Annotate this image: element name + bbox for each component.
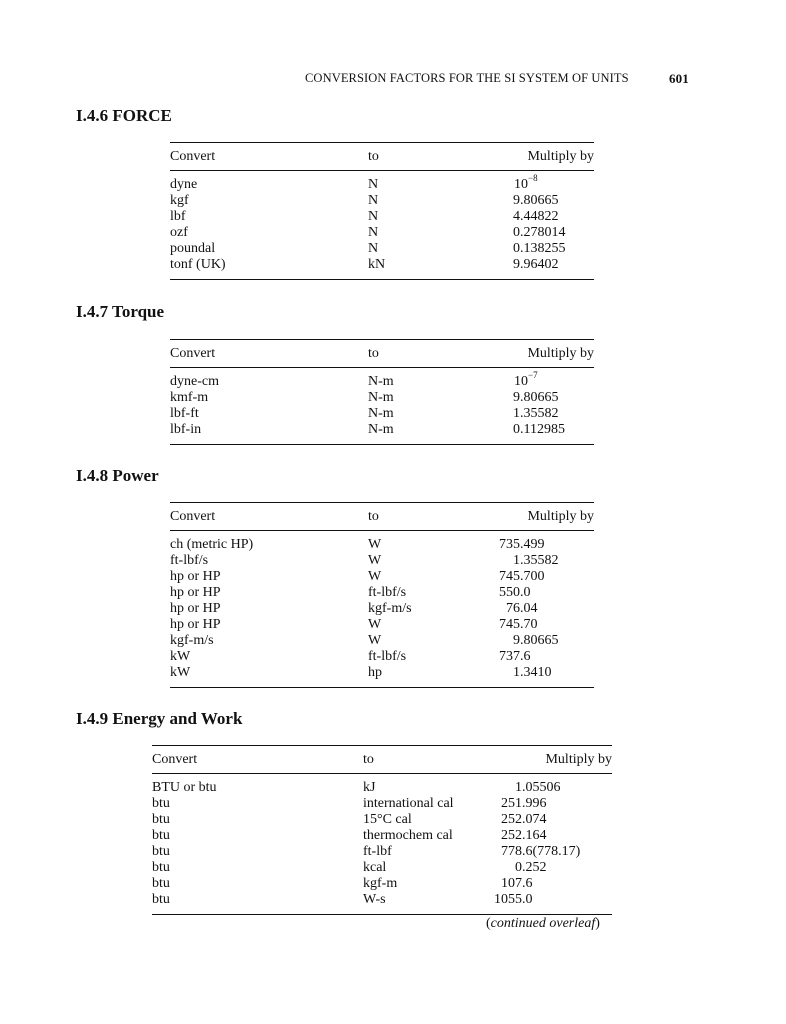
table-row bbox=[170, 390, 594, 406]
table-header-row bbox=[170, 143, 594, 170]
factor-exponent: −7 bbox=[528, 370, 538, 381]
table-row bbox=[170, 193, 594, 209]
to-unit: N bbox=[368, 177, 379, 192]
table-row bbox=[170, 422, 594, 438]
continued-open-paren: ( bbox=[486, 916, 491, 931]
factor-value: 0.278014 bbox=[513, 225, 566, 240]
continued-overleaf-note bbox=[486, 916, 600, 932]
factor-value: 737.6 bbox=[499, 649, 531, 664]
table-row bbox=[152, 892, 612, 908]
table-row bbox=[170, 633, 594, 649]
to-unit: kJ bbox=[363, 780, 376, 795]
table-header-row bbox=[152, 746, 612, 773]
table-header-row bbox=[170, 340, 594, 367]
to-unit: W bbox=[368, 569, 382, 584]
table-row bbox=[170, 257, 594, 273]
factor-base: 10 bbox=[514, 374, 528, 389]
table-row bbox=[170, 225, 594, 241]
to-unit: N-m bbox=[368, 390, 394, 405]
factor-value: 9.80665 bbox=[513, 390, 559, 405]
table-row bbox=[170, 173, 594, 193]
factor-value: 1.35582 bbox=[513, 553, 559, 568]
to-unit: N-m bbox=[368, 374, 394, 389]
from-unit: lbf-ft bbox=[170, 406, 199, 421]
table-row bbox=[170, 241, 594, 257]
factor-value: 4.44822 bbox=[513, 209, 559, 224]
factor-value: 550.0 bbox=[499, 585, 531, 600]
factor-value: 0.112985 bbox=[513, 422, 565, 437]
to-unit: N-m bbox=[368, 406, 394, 421]
header-multiply-by: Multiply by bbox=[527, 149, 594, 164]
section-title-energy: I.4.9 Energy and Work bbox=[76, 709, 243, 728]
table-row bbox=[170, 209, 594, 225]
to-unit: kcal bbox=[363, 860, 387, 875]
from-unit: ft-lbf/s bbox=[170, 553, 209, 568]
from-unit: btu bbox=[152, 796, 170, 811]
table-bottom-rule bbox=[170, 444, 594, 445]
factor-value: 778.6(778.17) bbox=[501, 844, 581, 859]
to-unit: N-m bbox=[368, 422, 394, 437]
to-unit: hp bbox=[368, 665, 382, 680]
from-unit: lbf-in bbox=[170, 422, 202, 437]
header-to: to bbox=[368, 346, 379, 361]
header-multiply-by: Multiply by bbox=[527, 509, 594, 524]
from-unit: BTU or btu bbox=[152, 780, 217, 795]
table-row bbox=[170, 665, 594, 681]
to-unit: N bbox=[368, 241, 379, 256]
factor-value: 251.996 bbox=[501, 796, 547, 811]
to-unit: ft-lbf/s bbox=[368, 649, 407, 664]
continued-text: continued overleaf bbox=[490, 916, 596, 931]
from-unit: hp or HP bbox=[170, 569, 221, 584]
header-convert: Convert bbox=[170, 149, 216, 164]
running-head-title: CONVERSION FACTORS FOR THE SI SYSTEM OF UNITS bbox=[305, 71, 629, 85]
continued-close-paren: ) bbox=[595, 916, 600, 931]
table-row bbox=[152, 812, 612, 828]
table-row bbox=[152, 844, 612, 860]
header-convert: Convert bbox=[170, 346, 216, 361]
to-unit: ft-lbf bbox=[363, 844, 392, 859]
header-multiply-by: Multiply by bbox=[527, 346, 594, 361]
section-title-torque: I.4.7 Torque bbox=[76, 302, 165, 321]
header-convert: Convert bbox=[170, 509, 216, 524]
to-unit: international cal bbox=[363, 796, 454, 811]
from-unit: dyne bbox=[170, 177, 198, 192]
from-unit: poundal bbox=[170, 241, 216, 256]
header-to: to bbox=[368, 149, 379, 164]
section-title-power: I.4.8 Power bbox=[76, 466, 159, 485]
from-unit: hp or HP bbox=[170, 601, 221, 616]
to-unit: N bbox=[368, 193, 379, 208]
from-unit: hp or HP bbox=[170, 617, 221, 632]
factor-value: 735.499 bbox=[499, 537, 545, 552]
factor-value: 76.04 bbox=[506, 601, 538, 616]
table-row bbox=[152, 796, 612, 812]
table-bottom-rule bbox=[152, 914, 612, 915]
table-header-row bbox=[170, 503, 594, 530]
force-table bbox=[170, 142, 594, 280]
header-multiply-by: Multiply by bbox=[545, 752, 612, 767]
to-unit: W bbox=[368, 617, 382, 632]
table-row bbox=[152, 860, 612, 876]
factor-value: 1.05506 bbox=[515, 780, 561, 795]
from-unit: kmf-m bbox=[170, 390, 209, 405]
power-table bbox=[170, 502, 594, 688]
from-unit: btu bbox=[152, 860, 170, 875]
table-row bbox=[170, 370, 594, 390]
table-row bbox=[170, 406, 594, 422]
table-row bbox=[170, 553, 594, 569]
table-bottom-rule bbox=[170, 279, 594, 280]
table-row bbox=[170, 569, 594, 585]
to-unit: W bbox=[368, 633, 382, 648]
factor-value: 745.700 bbox=[499, 569, 545, 584]
from-unit: btu bbox=[152, 812, 170, 827]
factor-value: 9.80665 bbox=[513, 633, 559, 648]
from-unit: btu bbox=[152, 828, 170, 843]
factor-value: 1055.0 bbox=[494, 892, 533, 907]
table-row bbox=[152, 828, 612, 844]
table-row bbox=[152, 780, 612, 796]
table-row bbox=[170, 617, 594, 633]
to-unit: thermochem cal bbox=[363, 828, 453, 843]
to-unit: W bbox=[368, 537, 382, 552]
section-title-force: I.4.6 FORCE bbox=[76, 106, 172, 125]
from-unit: kgf-m/s bbox=[170, 633, 214, 648]
from-unit: lbf bbox=[170, 209, 186, 224]
page-number: 601 bbox=[669, 71, 689, 86]
to-unit: 15°C cal bbox=[363, 812, 412, 827]
factor-exponent: −8 bbox=[528, 173, 538, 184]
factor-value: 107.6 bbox=[501, 876, 533, 891]
factor-value: 1.3410 bbox=[513, 665, 552, 680]
factor-value: 745.70 bbox=[499, 617, 538, 632]
to-unit: kN bbox=[368, 257, 386, 272]
from-unit: tonf (UK) bbox=[170, 257, 226, 272]
factor-value: 0.138255 bbox=[513, 241, 566, 256]
table-row bbox=[170, 601, 594, 617]
to-unit: N bbox=[368, 209, 379, 224]
factor-value: 9.96402 bbox=[513, 257, 559, 272]
from-unit: ozf bbox=[170, 225, 188, 240]
factor-value: 252.164 bbox=[501, 828, 547, 843]
to-unit: W bbox=[368, 553, 382, 568]
from-unit: btu bbox=[152, 892, 170, 907]
factor-value: 1.35582 bbox=[513, 406, 559, 421]
factor-value: 9.80665 bbox=[513, 193, 559, 208]
table-row bbox=[152, 876, 612, 892]
factor-value bbox=[514, 173, 538, 193]
factor-value bbox=[514, 370, 538, 390]
factor-value: 0.252 bbox=[515, 860, 547, 875]
table-row bbox=[170, 537, 594, 553]
from-unit: kW bbox=[170, 665, 191, 680]
from-unit: btu bbox=[152, 876, 170, 891]
header-to: to bbox=[368, 509, 379, 524]
table-bottom-rule bbox=[170, 687, 594, 688]
energy-table bbox=[152, 745, 612, 915]
to-unit: ft-lbf/s bbox=[368, 585, 407, 600]
from-unit: kW bbox=[170, 649, 191, 664]
to-unit: kgf-m/s bbox=[368, 601, 412, 616]
from-unit: hp or HP bbox=[170, 585, 221, 600]
from-unit: dyne-cm bbox=[170, 374, 219, 389]
from-unit: btu bbox=[152, 844, 170, 859]
table-row bbox=[170, 649, 594, 665]
to-unit: W-s bbox=[363, 892, 386, 907]
to-unit: N bbox=[368, 225, 379, 240]
factor-base: 10 bbox=[514, 177, 528, 192]
from-unit: kgf bbox=[170, 193, 189, 208]
header-to: to bbox=[363, 752, 374, 767]
header-convert: Convert bbox=[152, 752, 198, 767]
factor-value: 252.074 bbox=[501, 812, 547, 827]
table-row bbox=[170, 585, 594, 601]
torque-table bbox=[170, 339, 594, 445]
from-unit: ch (metric HP) bbox=[170, 537, 254, 552]
to-unit: kgf-m bbox=[363, 876, 398, 891]
